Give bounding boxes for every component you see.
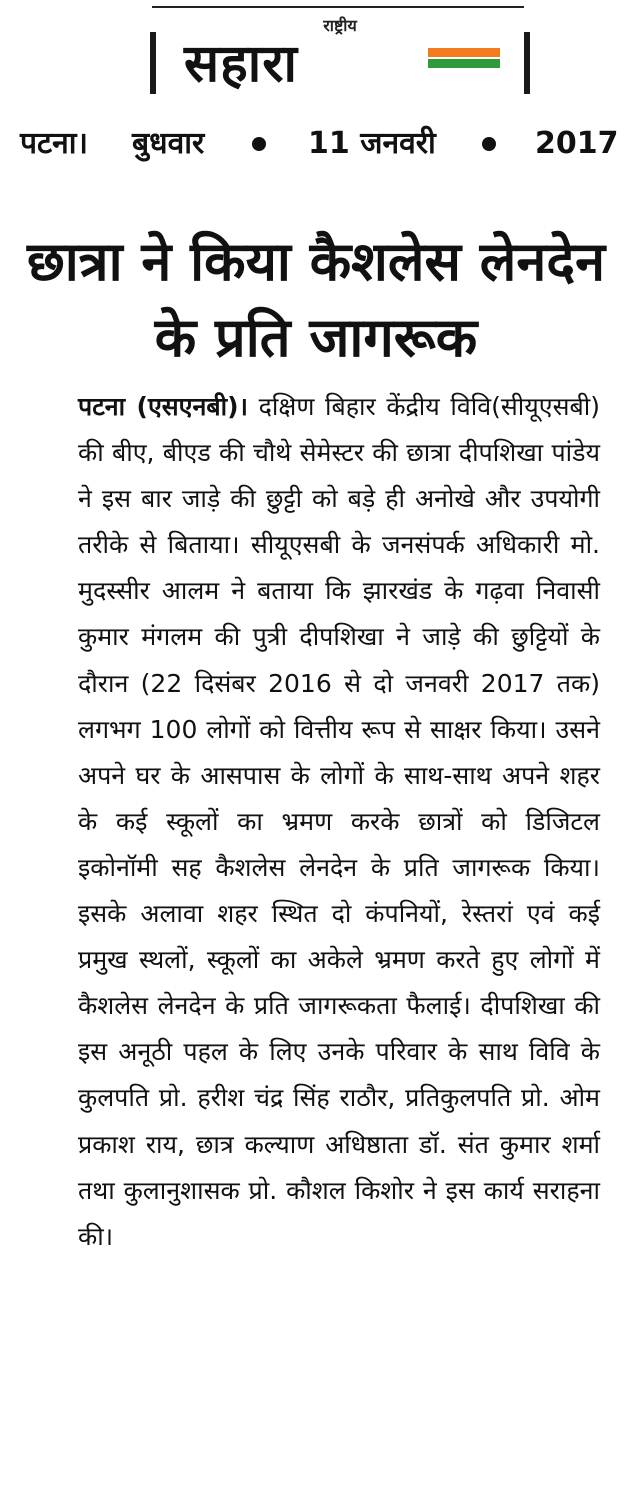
article-body xyxy=(78,384,600,1260)
masthead-bar-left xyxy=(150,32,156,94)
top-rule xyxy=(152,6,524,8)
flag-green-stripe xyxy=(428,59,500,68)
dateline-weekday: बुधवार xyxy=(132,126,205,161)
masthead-bar-right xyxy=(524,32,530,94)
dateline-date: 11 जनवरी xyxy=(308,126,436,161)
article-byline: पटना (एसएनबी)। xyxy=(78,392,249,421)
article-headline: छात्रा ने किया कैशलेस लेनदेन के प्रति जागरूक xyxy=(26,230,606,370)
masthead-tagline: राष्ट्रीय xyxy=(323,16,357,35)
dateline-city: पटना। xyxy=(20,126,88,161)
bullet-dot-icon xyxy=(252,137,266,151)
dateline-year: 2017 xyxy=(535,126,619,161)
article-body-text: दक्षिण बिहार केंद्रीय विवि(सीयूएसबी) की बीए, बीएड की चौथे सेमेस्टर की छात्रा दीपशिखा पांडेय ने इस बार जाड़े की छुट्टी को बड़े ही अनोखे और उपयोगी तरीके से बिताया। सीयूएसबी के जनसंपर्क अधिकारी मो. मुदस्सीर आलम ने बताया कि झारखंड के गढ़वा निवासी कुमार मंगलम की पुत्री दीपशिखा ने जाड़े की छुट्टियों के दौरान (22 दिसंबर 2016 से दो जनवरी 2017 तक) लगभग 100 लोगों को वित्तीय रूप से साक्षर किया। उसने अपने घर के आसपास के लोगों के साथ-साथ अपने शहर के कई स्कूलों का भ्रमण करके छात्रों को डिजिटल इकोनॉमी सह कैशलेस लेनदेन के प्रति जागरूक किया। इसके अलावा शहर स्थित दो कंपनियों, रेस्तरां एवं कई प्रमुख स्थलों, स्कूलों का अकेले भ्रमण करते हुए लोगों में कैशलेस लेनदेन के प्रति जागरूकता फैलाई। दीपशिखा की इस अनूठी पहल के लिए उनके परिवार के साथ विवि के कुलपति प्रो. हरीश चंद्र सिंह राठौर, प्रतिकुलपति प्रो. ओम प्रकाश राय, छात्र कल्याण अधिष्ठाता डॉ. संत कुमार शर्मा तथा कुलानुशासक प्रो. कौशल किशोर ने इस कार्य सराहना की। xyxy=(78,392,601,1251)
flag-saffron-stripe xyxy=(428,48,500,57)
newspaper-logo: सहारा xyxy=(184,34,298,94)
dateline xyxy=(20,122,620,166)
tricolor-flag-icon xyxy=(428,48,500,70)
bullet-dot-icon xyxy=(482,137,496,151)
masthead xyxy=(150,14,530,100)
